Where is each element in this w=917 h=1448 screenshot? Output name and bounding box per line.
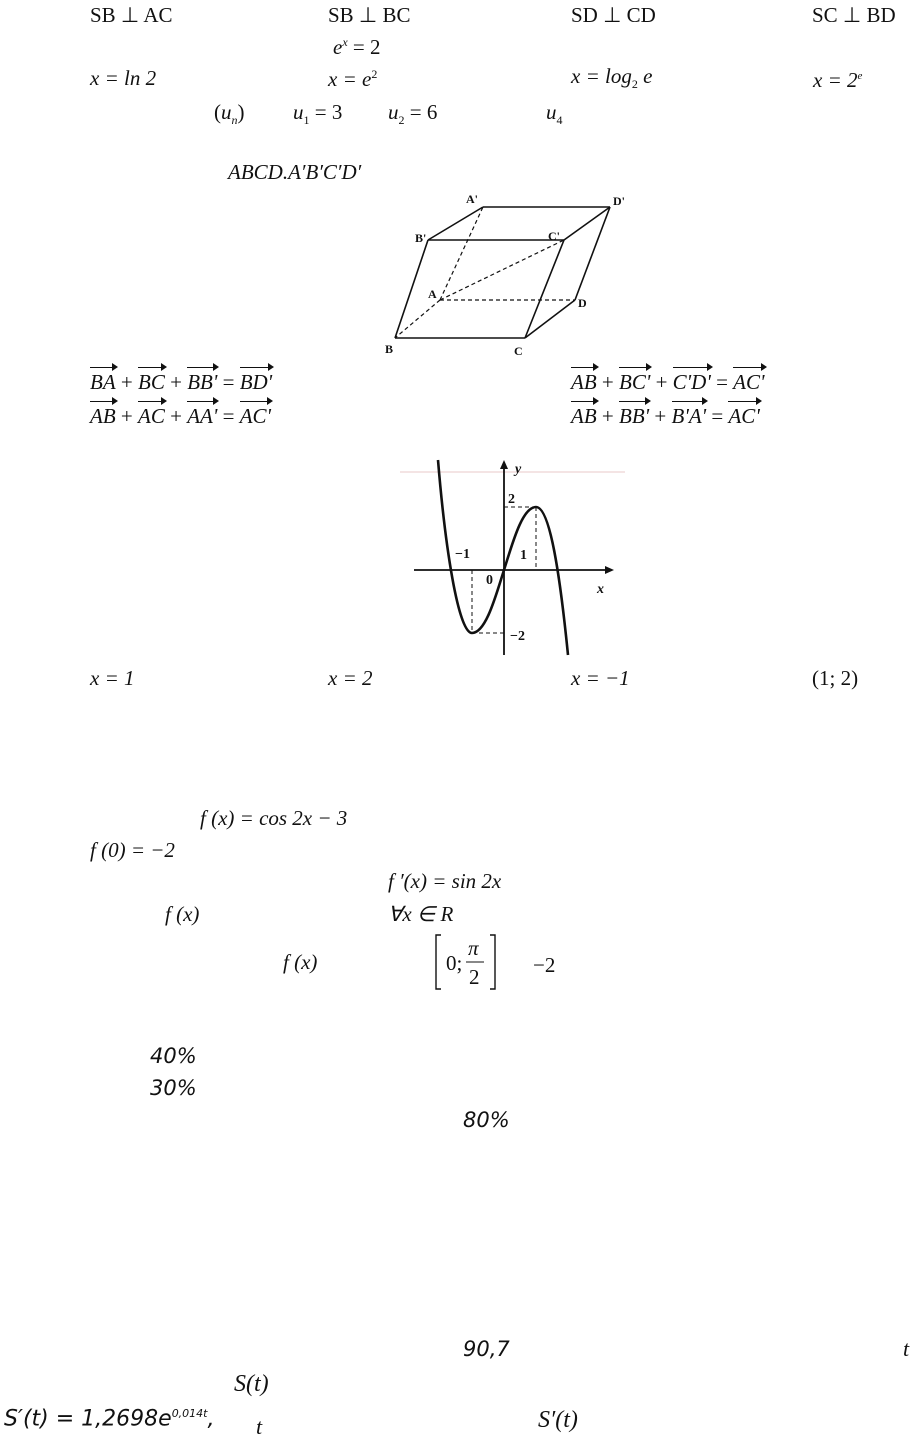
q1-option-d: SC ⊥ BD [812, 3, 896, 27]
label-b1: B' [415, 231, 427, 245]
diag-ac1 [440, 240, 564, 300]
q1-option-b: SB ⊥ BC [328, 3, 411, 27]
q4-prism-name: ABCD.A′B′C′D′ [228, 160, 362, 184]
interval-pi: π [468, 936, 479, 960]
q4-option-c: AB + AC + AA' = AC' [90, 400, 271, 427]
q6-forall: ∀x ∈ R [388, 902, 454, 926]
y-label: y [515, 462, 522, 477]
interval-two: 2 [469, 965, 480, 989]
q2-option-a: x = ln 2 [90, 66, 157, 90]
label-d: D [578, 296, 587, 310]
q3-sequence: $(u_n)$ [214, 100, 245, 128]
q1-option-a: SB ⊥ AC [90, 3, 173, 27]
prism-figure [380, 190, 640, 360]
q3-u1: $u_1 = 3$ [293, 100, 343, 128]
origin-label: 0 [486, 573, 493, 588]
q8-t-var: t [903, 1336, 910, 1361]
q6-derivative: f ′(x) = sin 2x [388, 869, 502, 893]
label-c: C [514, 344, 523, 358]
q5-option-c: x = −1 [571, 666, 630, 690]
q6-function-def: f (x) = cos 2x − 3 [200, 806, 348, 830]
q6-fx-1: f (x) [165, 902, 200, 926]
q8-S-of-t: S(t) [234, 1371, 269, 1397]
q2-option-d: $x = 2^e$ [813, 68, 863, 92]
tick-neg2: −2 [510, 629, 525, 644]
q4-option-d: AB + BB' + B'A' = AC' [571, 400, 760, 427]
q7-percent-30: 30% [150, 1076, 197, 1100]
q3-u2: $u_2 = 6$ [388, 100, 438, 128]
q7-percent-40: 40% [150, 1044, 197, 1068]
q8-value: 90,7 [463, 1337, 510, 1361]
tick-2: 2 [508, 492, 515, 507]
label-a: A [428, 287, 437, 301]
label-d1: D' [613, 194, 625, 208]
interval-brackets [432, 932, 502, 992]
label-b: B [385, 342, 394, 356]
tick-1: 1 [520, 548, 527, 563]
q7-percent-80: 80% [463, 1108, 510, 1132]
q2-option-c: $x = \log_2 e$ [571, 64, 653, 92]
q8-t-var-2: t [256, 1414, 263, 1439]
x-axis-arrow [605, 566, 614, 574]
q2-option-b: $x = e^2$ [328, 67, 378, 91]
x-label: x [597, 582, 604, 597]
q5-option-b: x = 2 [328, 666, 373, 690]
q6-value: −2 [533, 953, 556, 977]
y-axis-arrow [500, 460, 508, 469]
interval-zero: 0; [446, 951, 463, 975]
label-c1: C' [548, 229, 560, 243]
q4-option-a: BA + BC + BB' = BD' [90, 366, 272, 393]
edge-aa1 [440, 207, 483, 300]
tick-neg1: −1 [455, 547, 470, 562]
cubic-graph [400, 455, 625, 665]
q6-fx-2: f (x) [283, 950, 318, 974]
q4-option-b: AB + BC' + C'D' = AC' [571, 366, 765, 393]
q8-derivative-formula: $S'(t) = 1,2698e^{0,014t}$, [4, 1406, 215, 1432]
q8-S-prime: S′(t) [538, 1407, 578, 1433]
q1-option-c: SD ⊥ CD [571, 3, 656, 27]
q5-option-d: (1; 2) [812, 666, 859, 690]
q5-option-a: x = 1 [90, 666, 135, 690]
edge-d1d [575, 207, 610, 300]
label-a1: A' [466, 192, 478, 206]
q6-f0: f (0) = −2 [90, 838, 175, 862]
q2-equation: $e^x = 2$ [333, 35, 381, 59]
q3-u4: $u_4$ [546, 100, 563, 128]
